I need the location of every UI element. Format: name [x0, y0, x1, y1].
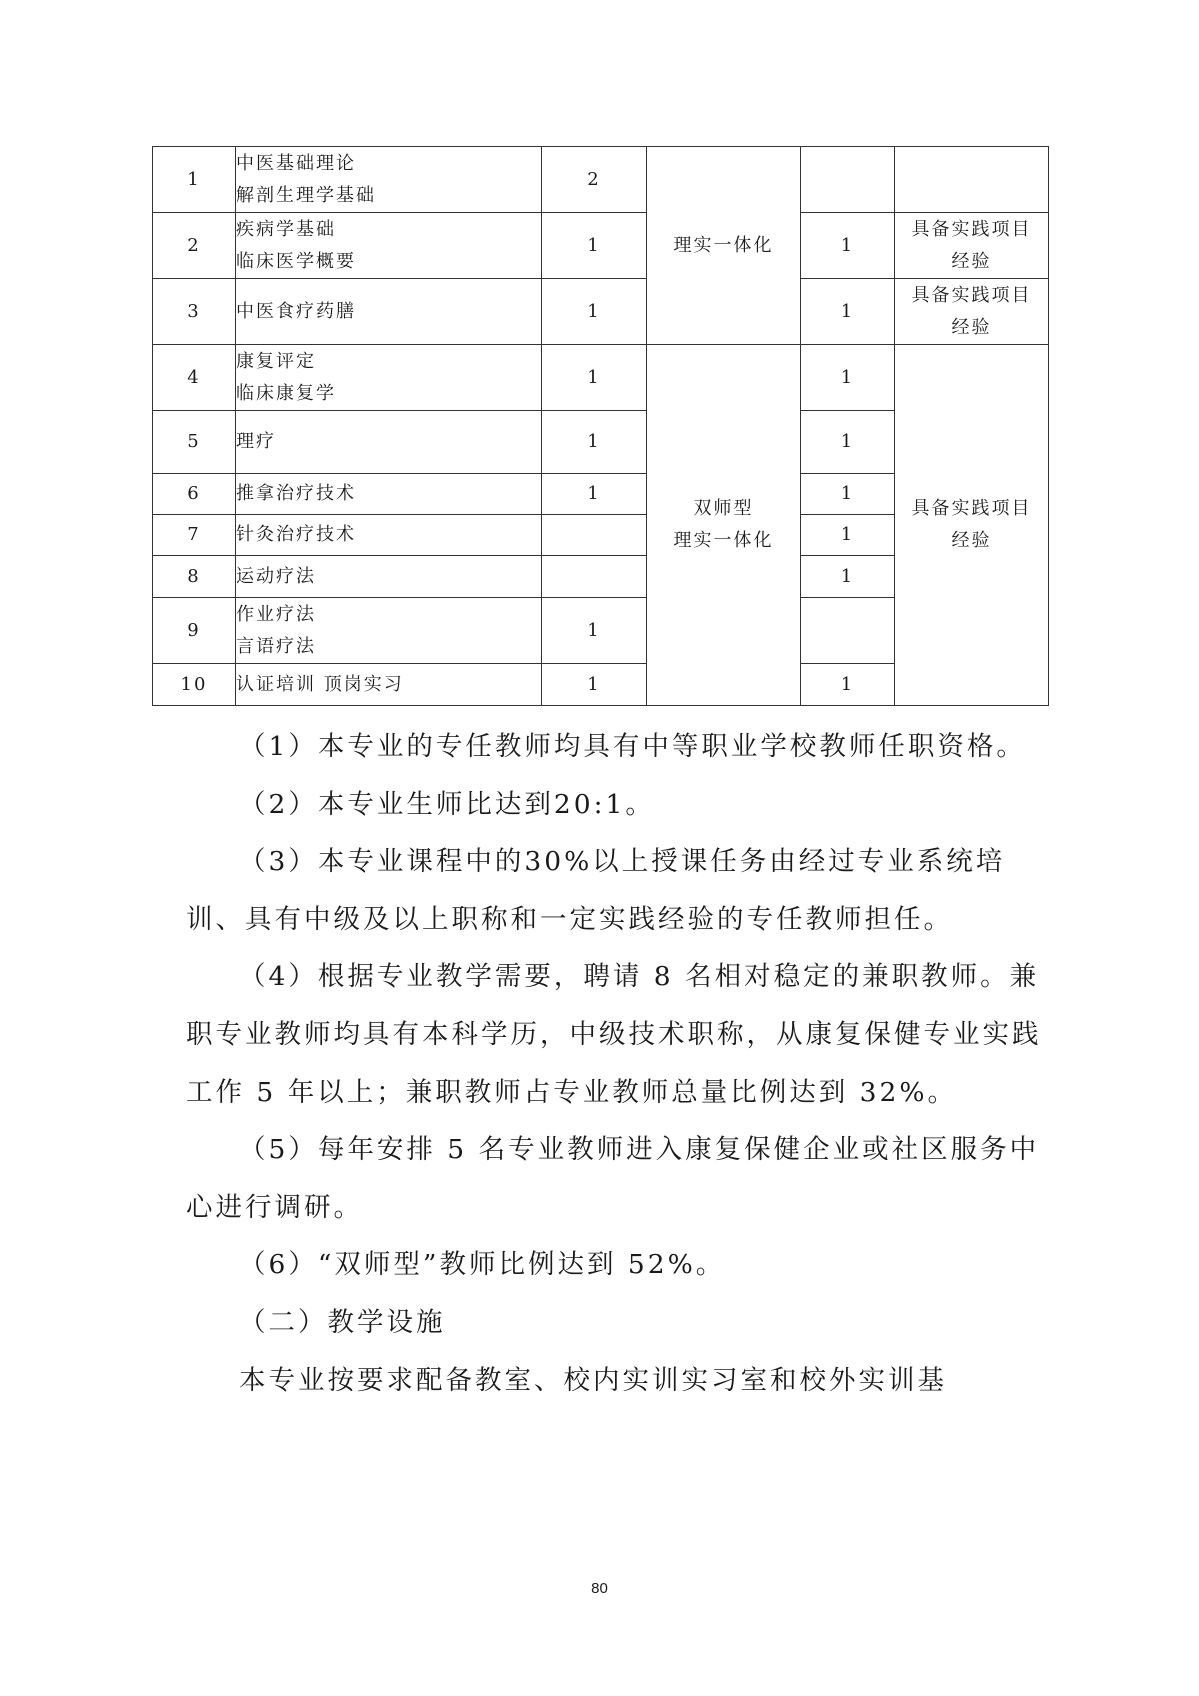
row-number: 10: [153, 664, 236, 706]
course-cell: 认证培训 顶岗实习: [236, 664, 542, 706]
parttime-count: 1: [801, 213, 895, 279]
row-number: 1: [153, 147, 236, 213]
teacher-allocation-table: [152, 146, 1049, 706]
paragraph-4: （4）根据专业教学需要，聘请 8 名相对稳定的兼职教师。兼职专业教师均具有本科学历，中级技术职称，从康复保健专业实践工作 5 年以上；兼职教师占专业教师总量比例达到 32%。: [186, 961, 1042, 1108]
paragraph-5: （5）每年安排 5 名专业教师进入康复保健企业或社区服务中心进行调研。: [186, 1134, 1040, 1223]
fulltime-count: 1: [542, 664, 647, 706]
table-row: [153, 279, 1049, 345]
course-cell: 中医食疗药膳: [236, 279, 542, 345]
requirement-cell: [895, 147, 1049, 213]
parttime-count: 1: [801, 515, 895, 556]
course-cell: 中医基础理论 解剖生理学基础: [236, 147, 542, 213]
fulltime-count: 2: [542, 147, 647, 213]
parttime-count: [801, 598, 895, 664]
row-number: 2: [153, 213, 236, 279]
fulltime-count: 1: [542, 213, 647, 279]
table-row: [153, 147, 1049, 213]
paragraph-2: （2）本专业生师比达到20:1。: [239, 788, 655, 820]
row-number: 6: [153, 474, 236, 515]
course-cell: 运动疗法: [236, 556, 542, 598]
teacher-type-cell: 双师型 理实一体化: [647, 345, 801, 706]
course-cell: 理疗: [236, 411, 542, 474]
page-number: 80: [591, 1580, 608, 1597]
parttime-count: 1: [801, 664, 895, 706]
fulltime-count: 1: [542, 345, 647, 411]
course-cell: 针灸治疗技术: [236, 515, 542, 556]
fulltime-count: [542, 556, 647, 598]
parttime-count: 1: [801, 474, 895, 515]
fulltime-count: [542, 515, 647, 556]
teacher-type-cell: 理实一体化: [647, 147, 801, 345]
requirement-cell: 具备实践项目 经验: [895, 345, 1049, 706]
row-number: 9: [153, 598, 236, 664]
paragraph-7: 本专业按要求配备教室、校内实训实习室和校外实训基: [239, 1364, 947, 1396]
fulltime-count: 1: [542, 411, 647, 474]
paragraph-1: （1）本专业的专任教师均具有中等职业学校教师任职资格。: [239, 731, 1026, 762]
course-cell: 康复评定 临床康复学: [236, 345, 542, 411]
fulltime-count: 1: [542, 474, 647, 515]
requirement-cell: 具备实践项目 经验: [895, 213, 1049, 279]
table-row: [153, 213, 1049, 279]
parttime-count: 1: [801, 556, 895, 598]
parttime-count: 1: [801, 411, 895, 474]
section-heading: （二）教学设施: [239, 1306, 446, 1338]
paragraph-6: （6）“双师型”教师比例达到 52%。: [239, 1249, 726, 1281]
course-cell: 作业疗法 言语疗法: [236, 598, 542, 664]
course-cell: 疾病学基础 临床医学概要: [236, 213, 542, 279]
fulltime-count: 1: [542, 598, 647, 664]
body-text: [186, 718, 1046, 1409]
row-number: 3: [153, 279, 236, 345]
row-number: 8: [153, 556, 236, 598]
requirement-cell: 具备实践项目 经验: [895, 279, 1049, 345]
paragraph-3: （3）本专业课程中的30%以上授课任务由经过专业系统培训、具有中级及以上职称和一定实践经验的专任教师担任。: [186, 846, 1006, 935]
fulltime-count: 1: [542, 279, 647, 345]
table-row: [153, 345, 1049, 411]
parttime-count: 1: [801, 345, 895, 411]
course-cell: 推拿治疗技术: [236, 474, 542, 515]
row-number: 5: [153, 411, 236, 474]
row-number: 4: [153, 345, 236, 411]
parttime-count: 1: [801, 279, 895, 345]
parttime-count: [801, 147, 895, 213]
row-number: 7: [153, 515, 236, 556]
